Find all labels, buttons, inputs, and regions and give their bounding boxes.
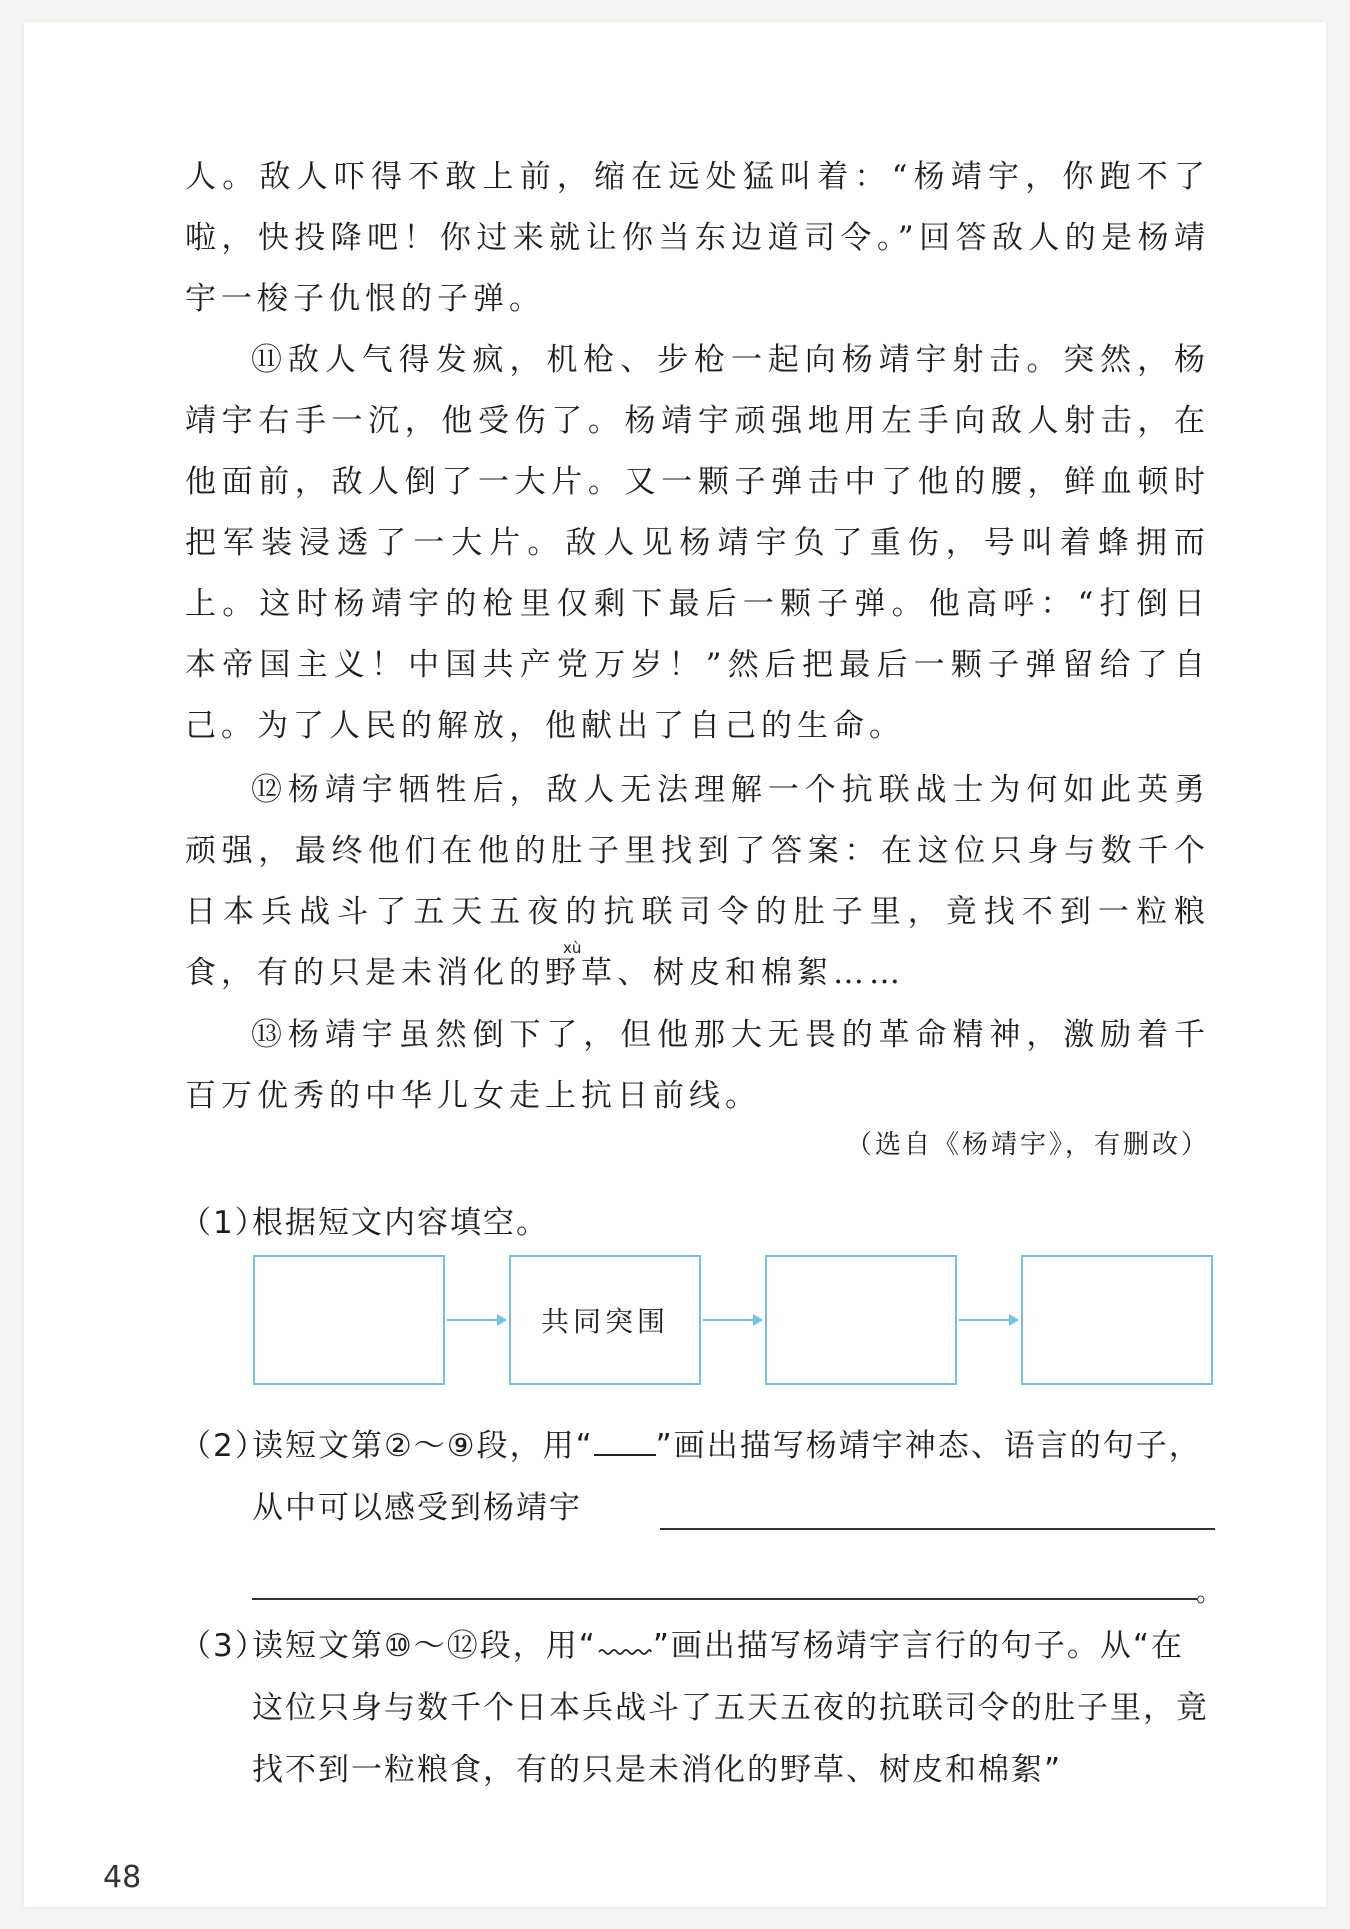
question-2-text-a: 读短文第②～⑨段，用“ (252, 1428, 594, 1464)
question-1-number: （1） (180, 1205, 268, 1241)
question-2 (180, 1415, 1220, 1615)
question-3-number: （3） (180, 1628, 268, 1664)
paragraph-11: ⑪敌人气得发疯，机枪、步枪一起向杨靖宇射击。突然，杨靖宇右手一沉，他受伤了。杨靖宇顽强地用左手向敌人射击，在他面前，敌人倒了一大片。又一颗子弹击中了他的腰，鲜血顿时把军装浸透了一大片。敌人见杨靖宇负了重伤，号叫着蜂拥而上。这时杨靖宇的枪里仅剩下最后一颗子弹。他高呼：“打倒日本帝国主义！中国共产党万岁！”然后把最后一颗子弹留给了自己。为了人民的解放，他献出了自己的生命。 (185, 342, 1210, 744)
flow-box-3[interactable] (765, 1255, 957, 1385)
question-2-text-b: ”画出描写杨靖宇神态、语言的句子，从中可以感受到杨靖宇 (252, 1428, 1202, 1526)
source-note: （选自《杨靖宇》，有删改） (845, 1130, 1210, 1160)
underline-sample-straight (594, 1444, 656, 1456)
question-1 (180, 1192, 549, 1254)
flow-arrow-2 (703, 1319, 761, 1321)
answer-line-2a[interactable] (660, 1528, 1215, 1530)
paragraph-13: ⑬杨靖宇虽然倒下了，但他那大无畏的革命精神，激励着千百万优秀的中华儿女走上抗日前线。 (185, 1017, 1210, 1114)
flow-box-4[interactable] (1021, 1255, 1213, 1385)
answer-line-2b[interactable] (252, 1598, 1197, 1600)
question-3-text-b: ”画出描写杨靖宇言行的句子。从“在这位只身与数千个日本兵战斗了五天五夜的抗联司令的肚子里，竟找不到一粒粮食，有的只是未消化的野草、树皮和棉絮” (252, 1628, 1209, 1788)
page-number: 48 (103, 1860, 142, 1895)
flow-box-2: 共同突围 (509, 1255, 701, 1385)
question-2-number: （2） (180, 1428, 268, 1464)
flow-box-1[interactable] (253, 1255, 445, 1385)
question-3-text-a: 读短文第⑩～⑫段，用“ (252, 1628, 597, 1664)
paragraph-intro: 人。敌人吓得不敢上前，缩在远处猛叫着：“杨靖宇，你跑不了啦，快投降吧！你过来就让你当东边道司令。”回答敌人的是杨靖宇一梭子仇恨的子弹。 (185, 159, 1210, 317)
question-2-end-mark: 。 (1196, 1578, 1225, 1608)
flow-arrow-3 (959, 1319, 1017, 1321)
flow-arrow-1 (447, 1319, 505, 1321)
paragraph-12: ⑫杨靖宇牺牲后，敌人无法理解一个抗联战士为何如此英勇顽强，最终他们在他的肚子里找到了答案：在这位只身与数千个日本兵战斗了五天五夜的抗联司令的肚子里，竟找不到一粒粮食，有的只是未消化的野草、树皮和棉絮…… (185, 772, 1210, 991)
question-3 (180, 1615, 1220, 1815)
pinyin-annotation: xù (563, 939, 582, 957)
underline-sample-wavy (597, 1644, 653, 1658)
question-1-text: 根据短文内容填空。 (252, 1205, 549, 1241)
